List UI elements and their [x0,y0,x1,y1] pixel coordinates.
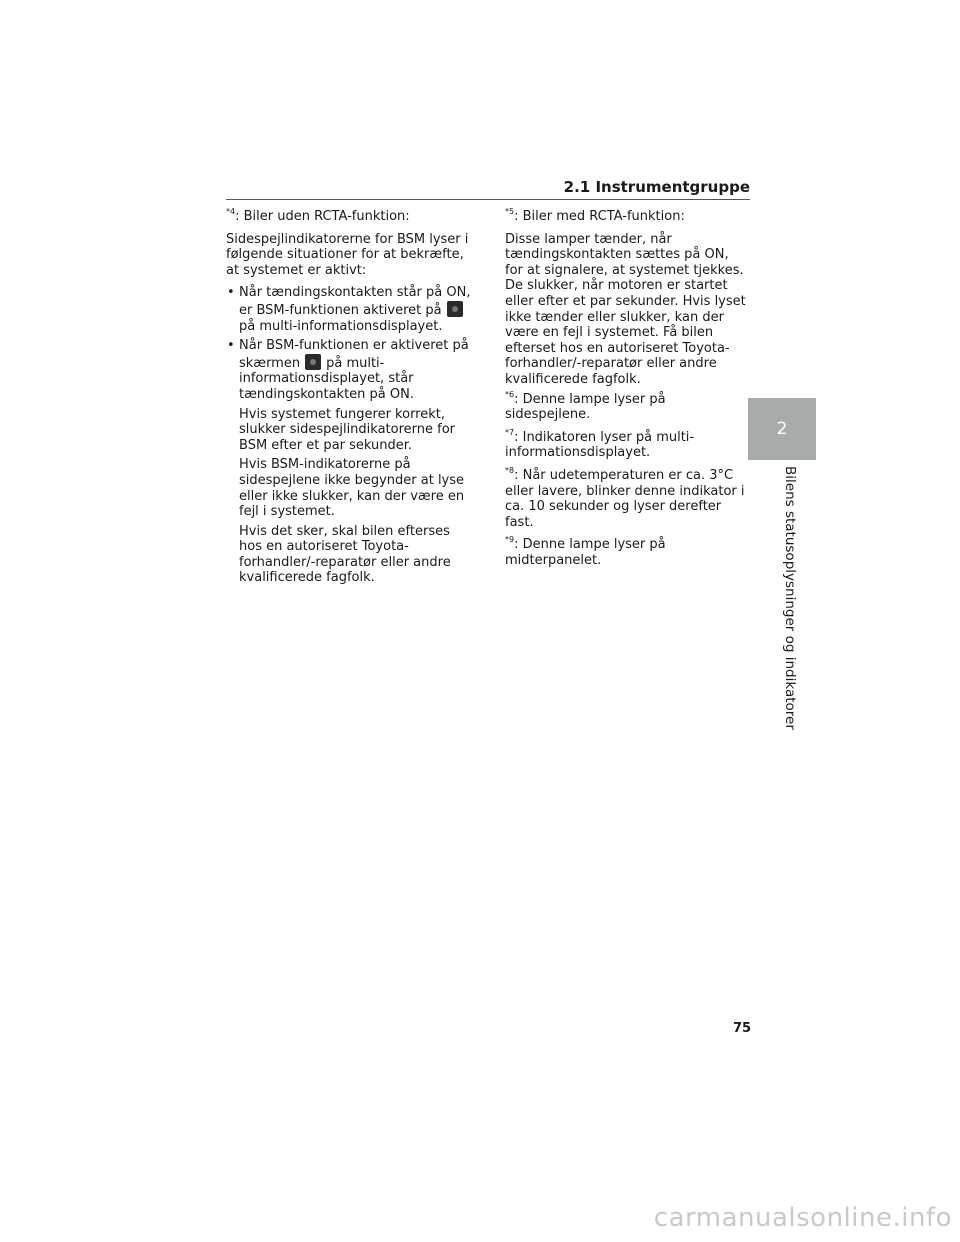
footnote-mark: *4 [226,207,236,216]
section-title: 2.1 Instrumentgruppe [563,178,750,196]
chapter-tab: 2 [748,398,816,460]
note-9: $^{*9}$: Denne lampe lyser på midterpanelet. [505,535,666,568]
sub-paragraph: Hvis det sker, skal bilen efterses hos en autoriseret Toyota-forhandler/-reparatør eller andre kvalificerede fagfolk. [239,523,451,586]
header-rule [226,199,750,200]
note-8: $^{*8}$: Når udetemperaturen er ca. 3°C eller lavere, blinker denne indikator i ca. 10 sekunder og lyser derefter fast. [505,465,745,530]
intro-paragraph: Sidespejlindikatorerne for BSM lyser i følgende situationer for at bekræfte, at systemet er aktivt: [226,231,469,278]
footnote-mark: *7 [505,427,515,437]
footnote-mark: *6 [505,389,515,399]
gear-icon [447,301,463,317]
note-7: $^{*7}$: Indikatoren lyser på multi-informationsdisplayet. [505,427,695,461]
condition-list [226,285,472,402]
right-column [505,209,750,575]
page-number: 75 [733,1021,752,1036]
chapter-title-vertical: Bilens statusoplysninger og indikatorer [782,466,798,730]
left-column [226,209,472,590]
gear-icon [305,354,321,370]
footnote-mark: *9 [505,535,515,545]
footnote-mark: *8 [505,465,515,475]
note-4-heading: $^{*4}$: Biler uden RCTA-funktion: [226,207,410,224]
note-5-body: Disse lamper tænder, når tændingskontakten sættes på ON, for at signalere, at systemet tjekkes. De slukker, når motoren er startet eller efter et par sekunder. Hvis lyset ikke tænder eller slukker, kan der være en fejl i systemet. Få bilen efterset hos en autoriseret Toyota-forhandler/-reparatør eller andre kvalificerede fagfolk. [505,231,746,387]
watermark: carmanualsonline.info [653,1203,952,1233]
sub-paragraph: Hvis BSM-indikatorerne på sidespejlene ikke begynder at lyse eller ikke slukker, kan der være en fejl i systemet. [239,457,465,520]
sub-paragraph: Hvis systemet fungerer korrekt, slukker sidespejlindikatorerne for BSM efter et par sekunder. [239,406,456,453]
footnote-mark: *5 [505,207,515,216]
note-6: $^{*6}$: Denne lampe lyser på sidespejlene. [505,389,666,423]
list-item: • Når tændingskontakten står på ON, er BSM-funktionen aktiveret påpå multi-informationsdisplayet. [226,285,472,334]
list-item: • Når BSM-funktionen er aktiveret på skærmen på multi-informationsdisplayet, står tændingskontakten på ON. [226,338,472,402]
note-5-heading: $^{*5}$: Biler med RCTA-funktion: [505,207,685,224]
